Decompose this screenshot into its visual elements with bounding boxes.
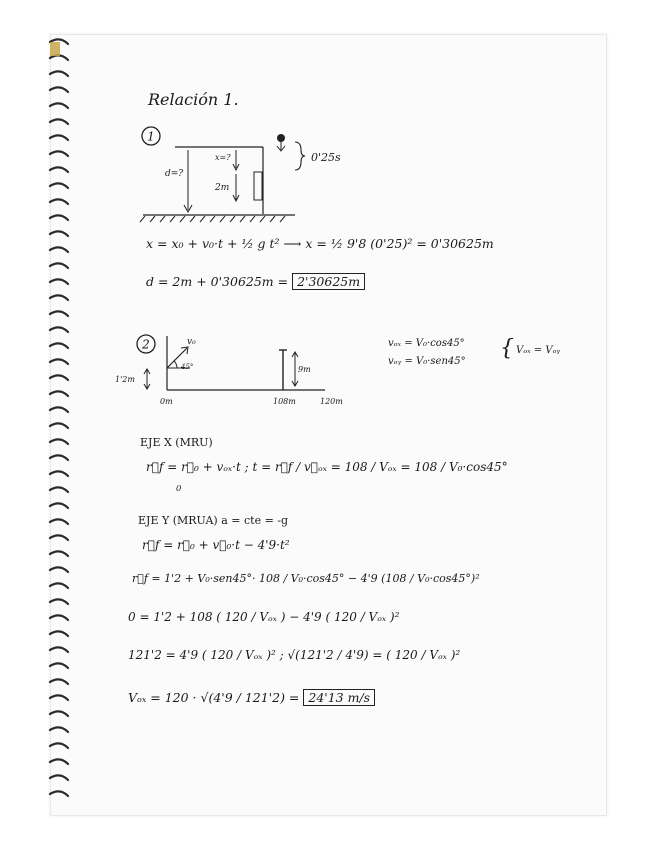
- voy-equation: vₒᵧ = V₀·sen45°: [388, 356, 466, 367]
- eje-y-heading: EJE Y (MRUA) a = cte = -g: [138, 514, 289, 527]
- eq-y5: [128, 690, 375, 705]
- problem1-eq-line1: x = x₀ + v₀·t + ½ g t² ⟶ x = ½ 9'8 (0'25)² = 0'30625m: [146, 236, 494, 251]
- problem1-result: 2'30625m: [292, 273, 365, 290]
- label-12m: 1'2m: [115, 375, 135, 384]
- problem1-diagram: [135, 120, 375, 230]
- brace: {: [500, 336, 514, 361]
- label-0m: 0m: [160, 397, 173, 406]
- problem1-eq-line2: [146, 274, 365, 289]
- spiral-binding: [46, 34, 70, 814]
- label-v0: v₀: [187, 337, 196, 347]
- problem2-result: 24'13 m/s: [303, 689, 375, 706]
- page-title: Relación 1.: [148, 90, 239, 109]
- eq-y2: r⃗f = 1'2 + V₀·sen45°· 108 / V₀·cos45° − 4'9 (108 / V₀·cos45°)²: [132, 572, 480, 585]
- vox-equation: vₒₓ = V₀·cos45°: [388, 338, 465, 349]
- eq-x: r⃗f = r⃗₀ + vₒₓ·t ; t = r⃗f / v⃗ₒₓ = 108 / Vₒₓ = 108 / V₀·cos45°: [146, 460, 508, 474]
- label-9m: 9m: [298, 365, 311, 374]
- eq-y1: r⃗f = r⃗₀ + v⃗₀·t − 4'9·t²: [142, 538, 290, 552]
- problem2-number: 2: [142, 337, 150, 352]
- problem2-diagram: [115, 328, 375, 414]
- vox-equals-voy: Vₒₓ = Vₒᵧ: [516, 345, 561, 356]
- eq-y5-text: Vₒₓ = 120 · √(4'9 / 121'2) =: [128, 690, 300, 705]
- label-120m: 120m: [320, 397, 343, 406]
- zero-mark: 0: [176, 484, 182, 494]
- label-time: 0'25s: [311, 151, 341, 164]
- label-2m: 2m: [215, 183, 230, 193]
- label-x: x=?: [215, 153, 231, 162]
- problem1-number: 1: [147, 129, 155, 144]
- problem1-eq-line2-text: d = 2m + 0'30625m =: [146, 274, 289, 289]
- eq-y3: 0 = 1'2 + 108 ( 120 / Vₒₓ ) − 4'9 ( 120 / Vₒₓ )²: [128, 610, 400, 624]
- eje-x-heading: EJE X (MRU): [140, 436, 213, 449]
- label-angle: 45°: [181, 363, 194, 371]
- label-108m: 108m: [273, 397, 296, 406]
- eq-y4: 121'2 = 4'9 ( 120 / Vₒₓ )² ; √(121'2 / 4'9) = ( 120 / Vₒₓ )²: [128, 648, 461, 662]
- label-d: d=?: [165, 169, 184, 179]
